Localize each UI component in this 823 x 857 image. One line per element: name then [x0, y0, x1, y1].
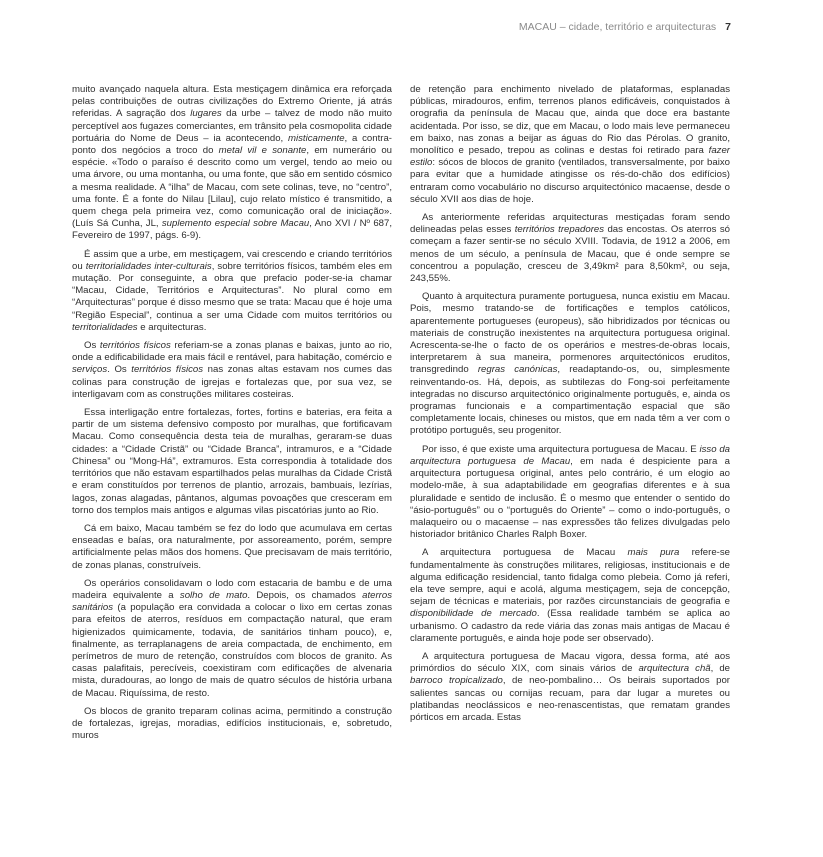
text-run: , Ano XVI / Nº 687, Fevereiro de 1997, págs. 6-9). — [72, 218, 392, 242]
text-run: Os operários consolidavam o lodo com estacaria de bambu e de uma madeira equivalente a — [72, 577, 392, 601]
text-run: , em numerário ou espécie. «Todo o paraíso é descrito como um vergel, tendo ao meio ou uma árvore, ou uma montanha, ou uma fonte, que são em sentido cósmico a mesma realidade. A “ilha” de Macau, com sete colinas, teve, no “centro”, uma fonte. É a fonte do Nilau [Lilau], cujo relato místico é transmitido, a quem chega pela primeira vez, como comunicação oral de iniciação». (Luís Sá Cunha, JL, — [72, 145, 392, 230]
page-number: 7 — [725, 21, 731, 33]
left-text-column — [72, 84, 392, 748]
text-run: : sócos de blocos de granito (ventilados, transversalmente, por baixo para evitar que a humidade atingisse os rés-do-chão dos edifícios) entraram como vocabulário no discurso arquitectónico macaense, desde o século XVII aos dias de hoje. — [410, 157, 730, 205]
italic-text-run: territórios físicos — [99, 340, 171, 352]
text-run: muito avançado naquela altura. Esta mestiçagem dinâmica era reforçada pelas contribuições de outras civilizações do Extremo Oriente, já atrás referidas. A sagração dos — [72, 84, 392, 120]
running-header — [519, 21, 731, 33]
right-text-column — [410, 84, 730, 730]
text-run: nas zonas altas estavam nos cumes das colinas para construção de igrejas e fortalezas que, por sua vez, se interligavam com as construções militares costeiras. — [72, 364, 392, 400]
italic-text-run: aterros sanitários — [72, 589, 392, 614]
paragraph — [72, 578, 392, 700]
text-run: das encostas. Os aterros só começam a fazer sentir-se no século XVIII. Todavia, de 1912 a 2006, em menos de um século, a península de Macau, que é onde sempre se concentrou a população, cresceu de 3,49km² para 8,50km², ou seja, 243,55%. — [410, 224, 731, 285]
text-run: e arquitecturas. — [137, 321, 207, 333]
text-run: Por isso, é que existe uma arquitectura portuguesa de Macau. E — [422, 443, 700, 455]
paragraph — [72, 706, 392, 743]
paragraph — [410, 444, 730, 542]
paragraph — [410, 84, 730, 206]
italic-text-run: fazer estilo — [410, 145, 730, 169]
italic-text-run: isso da arquitectura portuguesa de Macau — [410, 443, 730, 467]
paragraph — [72, 84, 392, 243]
text-run: Essa interligação entre fortalezas, fortes, fortins e baterias, era feita a partir de um sistema defensivo composto por muralhas, que fortificavam Macau. Como consequência desta teia de muralhas, geraram-se duas cidades: a “Cidade Cristã” ou “Cidade Branca”, intramuros, e a “Cidade Chinesa” ou “Mong-Há”, extramuros. Esta correspondia à totalidade dos territórios que não estavam espartilhados pelas muralhas da Cidade Cristã e eram constituídos por terrenos de plantio, arrozais, bambuais, lezírias, lagos, zonas alagadas, pântanos, algumas povoações que cresceram em torno dos templos mais antigos e algumas vilas piscatórias junto ao Rio. — [72, 407, 392, 516]
paragraph — [72, 523, 392, 572]
text-run: Os blocos de granito treparam colinas acima, permitindo a construção de fortalezas, igrejas, moradias, edifícios institucionais, e, sobretudo, muros — [72, 705, 392, 742]
italic-text-run: lugares — [190, 108, 222, 120]
italic-text-run: serviços — [72, 364, 108, 376]
text-run: (a população era convidada a colocar o lixo em certas zonas para efeitos de aterros, resíduos em compactação natural, que eram higienizados quimicamente, todavia, de sanitários tinham pouco), e, finalmente, as terraplanagens de areia compactada, de enchimento, em perímetros de muro de retenção, construídos com blocos de granito. As casas palafitais, perecíveis, coexistiram com edificações de alvenaria mista, duradouras, ao longo de mais de quatro séculos de história urbana de Macau. Riquíssima, de resto. — [72, 602, 392, 699]
text-run: A arquitectura portuguesa de Macau vigora, dessa forma, até aos primórdios do século XIX, com sinais vários de — [410, 650, 730, 675]
text-run: , readaptando-os, ou, simplesmente reinventando-os. Há, depois, as subtilezas do Fong-soi perfeitamente integradas no discurso arquitectónico originalmente português, e, ainda os programas funcionais e a compartimentação espacial que são completamente locais, chineses ou mistos, que em nada têm a ver com o protótipo português, seu progenitor. — [410, 364, 730, 437]
paragraph — [410, 651, 730, 724]
text-run: A arquitectura portuguesa de Macau — [422, 547, 628, 559]
paragraph — [410, 547, 730, 645]
text-run: . Os — [107, 364, 132, 376]
italic-text-run: suplemento especial sobre Macau — [161, 218, 310, 230]
text-run: , de — [710, 663, 730, 675]
paragraph — [72, 249, 392, 334]
text-run: . (Essa realidade também se aplica ao urbanismo. O cadastro da rede viária das zonas mais antigas de Macau é claramente português, e ainda hoje pode ser observado). — [410, 608, 730, 644]
text-run: , de neo-pombalino… Os beirais suportados por salientes sancas ou cornijas recuam, para dar lugar a muretes ou platibandas neoclássicos e neo-renascentistas, que rematam grandes pórticos em arcada. Estas — [410, 675, 730, 723]
paragraph — [72, 407, 392, 517]
paragraph — [410, 291, 730, 437]
italic-text-run: metal vil e sonante — [218, 145, 307, 157]
text-run: refere-se fundamentalmente às construções militares, religiosas, institucionais e de alguma edificação residencial, tanto fidalga como plebeia. Como já referi, ela teve sempre, aqui e acolá, alguma mestiçagem, seja de concepção, sejam de técnicas e materiais, por razões circunstanciais de geografia e — [410, 547, 730, 608]
text-run: Cá em baixo, Macau também se fez do lodo que acumulava em certas enseadas e baías, ora naturalmente, por assoreamento, porém, sempre artificialmente pelas mãos dos homens. Que precisavam de mais território, de zonas planas, construíveis. — [72, 522, 392, 571]
text-run: referiam-se a zonas planas e baixas, junto ao rio, onde a edificabilidade era mais fácil e rentável, para habitação, comércio e — [72, 340, 392, 364]
paragraph — [72, 340, 392, 401]
italic-text-run: mais pura — [627, 547, 680, 559]
italic-text-run: territórios trepadores — [514, 224, 605, 236]
italic-text-run: disponibilidade de mercado — [410, 608, 537, 620]
italic-text-run: arquitectura chã — [638, 663, 711, 675]
text-run: , a contra-ponto dos negócios a troco do — [72, 132, 392, 157]
paragraph — [410, 212, 730, 285]
text-run: As anteriormente referidas arquitecturas mestiçadas foram sendo delineadas pelas esses — [410, 212, 730, 236]
italic-text-run: territórios físicos — [131, 364, 204, 376]
text-run: Os — [84, 340, 100, 352]
text-run: Quanto à arquitectura puramente portuguesa, nunca existiu em Macau. Pois, mesmo tratando-se de fortificações e templos católicos, aparentemente portugueses (europeus), são hibridizados por técnicas ou materiais de construção inexistentes na arquitectura portuguesa original. Acrescenta-se-lhe o facto de os operários e mestres-de-obras locais, interpretarem à sua maneira, pormenores arquitectónicos eruditos, transgredindo — [410, 291, 730, 376]
italic-text-run: regras canónicas — [477, 364, 558, 376]
text-run: É assim que a urbe, em mestiçagem, vai crescendo e criando territórios ou — [72, 248, 392, 272]
italic-text-run: solho de mato — [179, 589, 248, 601]
text-run: da urbe – talvez de modo não muito perceptível aos fugazes comerciantes, em trânsito pela cosmopolita cidade portuária do Nome de Deus – ia acontecendo, — [72, 108, 392, 144]
text-run: de retenção para enchimento nivelado de plataformas, esplanadas públicas, miradouros, enfim, terrenos planos edificáveis, conquistados à orografia da península de Macau que, ainda que doce era bastante acidentada. Por isso, se diz, que em Macau, o lodo mais leve permaneceu em baixo, nas zonas a beijar as águas do Rio das Pérolas. O granito, monolítico e pesado, trepou as colinas e destas foi retirado para — [410, 84, 730, 157]
italic-text-run: misticamente — [288, 132, 345, 144]
italic-text-run: barroco tropicalizado — [410, 675, 503, 687]
italic-text-run: territorialidades — [72, 321, 138, 333]
running-title: MACAU – cidade, território e arquitecturas — [518, 21, 717, 33]
text-run: . Depois, os chamados — [247, 589, 363, 601]
text-run: , sobre territórios físicos, também eles em mutação. Por conseguinte, a obra que prefacio poder-se-ia chamar “Macau, Cidade, Territórios e Arquitecturas”. No plural como em “Arquitecturas” porque é disso mesmo que se trata: Macau que é hoje uma “Região Especial”, continua a ser uma Cidade com muitos territórios ou — [72, 260, 392, 321]
italic-text-run: territorialidades inter-culturais — [85, 260, 212, 272]
text-run: , em nada é despiciente para a arquitectura portuguesa original, antes pelo contrário, é um elogio ao modelo-mãe, à sua adaptabilidade em geografias diferentes e à sua pluralidade e sentido de inclusão. É o mesmo que entender o sentido do “ásio-português” ou o “português do Oriente” – como o indo-português, o malaqueiro ou o macaense – nas expressões tão felizes divulgadas pelo historiador britânico Charles Ralph Boxer. — [410, 455, 730, 541]
